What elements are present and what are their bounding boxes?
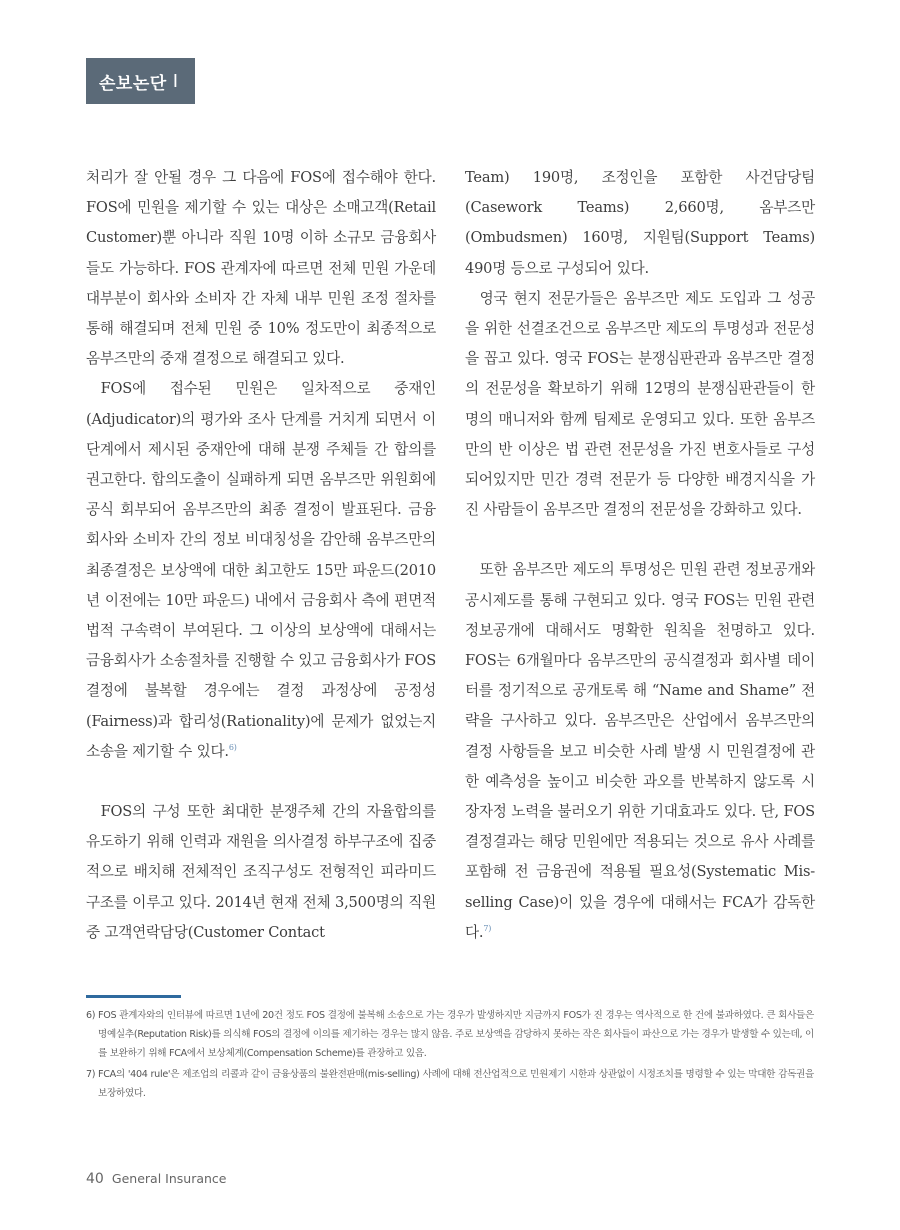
paragraph (86, 374, 436, 767)
footnote (86, 1065, 814, 1103)
page-footer (86, 1168, 227, 1187)
section-label: 손보논단 (99, 73, 167, 94)
footnote-text: FCA의 '404 rule'은 제조업의 리콜과 같이 금융상품의 불완전판매(mis-selling) 사례에 대해 전산업적으로 민원제기 시한과 상관없이 시정조치를 명령할 수 있는 막대한 감독권을 보장하였다. (98, 1069, 814, 1099)
footnote-number: 7) (86, 1069, 96, 1080)
footnote-text: FOS 관계자와의 인터뷰에 따르면 1년에 20건 정도 FOS 결정에 불복해 소송으로 가는 경우가 발생하지만 지금까지 FOS가 진 경우는 역사적으로 한 건에 불과하였다. 큰 회사들은 명예실추(Reputation Risk)를 의식해 FOS의 결정에 이의를 제기하는 경우는 많지 않음. 주로 보상액을 감당하지 못하는 작은 회사들이 파산으로 가는 경우가 발생할 수 있는데, 이를 보완하기 위해 FCA에서 보상체계(Compensation Scheme)를 관장하고 있음. (98, 1010, 814, 1059)
right-column (465, 163, 815, 948)
footnote-number: 6) (86, 1010, 96, 1021)
paragraph-text: FOS에 접수된 민원은 일차적으로 중재인(Adjudicator)의 평가와 조사 단계를 거치게 되면서 이 단계에서 제시된 중재안에 대해 분쟁 주체들 간 합의를 권고한다. 합의도출이 실패하게 되면 옴부즈만 위원회에 공식 회부되어 옴부즈만의 최종 결정이 발표된다. 금융회사와 소비자 간의 정보 비대칭성을 감안해 옴부즈만의 최종결정은 보상액에 대한 최고한도 15만 파운드(2010년 이전에는 10만 파운드) 내에서 금융회사 측에 편면적 법적 구속력이 부여된다. 그 이상의 보상액에 대해서는 금융회사가 소송절차를 진행할 수 있고 금융회사가 FOS 결정에 불복할 경우에는 결정 과정상에 공정성(Fairness)과 합리성(Rationality)에 문제가 없었는지 소송을 제기할 수 있다. (86, 380, 436, 760)
left-column (86, 163, 436, 948)
paragraph: Team) 190명, 조정인을 포함한 사건담당팀(Casework Teams) 2,660명, 옴부즈만(Ombudsmen) 160명, 지원팀(Support Teams) 490명 등으로 구성되어 있다. (465, 169, 815, 277)
footnote (86, 1006, 814, 1063)
section-tag (86, 58, 195, 104)
footnotes (86, 1006, 814, 1105)
footnote-divider (86, 995, 181, 998)
footnote-marker: 7) (483, 924, 492, 934)
publication-name: General Insurance (111, 1171, 227, 1186)
section-numeral: Ⅰ (172, 70, 179, 92)
paragraph: FOS의 구성 또한 최대한 분쟁주체 간의 자율합의를 유도하기 위해 인력과 재원을 의사결정 하부구조에 집중적으로 배치해 전체적인 조직구성도 전형적인 피라미드 구조를 이루고 있다. 2014년 현재 전체 3,500명의 직원 중 고객연락담당(Customer Contact (86, 803, 436, 941)
footnote-marker: 6) (228, 743, 237, 752)
paragraph: 처리가 잘 안될 경우 그 다음에 FOS에 접수해야 한다. FOS에 민원을 제기할 수 있는 대상은 소매고객(Retail Customer)뿐 아니라 직원 10명 이하 소규모 금융회사들도 가능하다. FOS 관계자에 따르면 전체 민원 가운데 대부분이 회사와 소비자 간 자체 내부 민원 조정 절차를 통해 해결되며 전체 민원 중 10% 정도만이 최종적으로 옴부즈만의 중재 결정으로 해결되고 있다. (86, 169, 436, 368)
paragraph-text: 또한 옴부즈만 제도의 투명성은 민원 관련 정보공개와 공시제도를 통해 구현되고 있다. 영국 FOS는 민원 관련 정보공개에 대해서도 명확한 원칙을 천명하고 있다. FOS는 6개월마다 옴부즈만의 공식결정과 회사별 데이터를 정기적으로 공개토록 해 “Name and Shame” 전략을 구사하고 있다. 옴부즈만은 산업에서 옴부즈만의 결정 사항들을 보고 비슷한 사례 발생 시 민원결정에 관한 예측성을 높이고 비슷한 과오를 반복하지 않도록 시장자정 노력을 불러오기 위한 기대효과도 있다. 단, FOS 결정결과는 해당 민원에만 적용되는 것으로 유사 사례를 포함해 전 금융권에 적용될 필요성(Systematic Mis-selling Case)이 있을 경우에 대해서는 FCA가 감독한다. (465, 561, 815, 941)
page-number: 40 (86, 1171, 104, 1187)
paragraph: 영국 현지 전문가들은 옴부즈만 제도 도입과 그 성공을 위한 선결조건으로 옴부즈만 제도의 투명성과 전문성을 꼽고 있다. 영국 FOS는 분쟁심판관과 옴부즈만 결정의 전문성을 확보하기 위해 12명의 분쟁심판관들이 한명의 매니저와 함께 팀제로 운영되고 있다. 또한 옴부즈만의 반 이상은 법 관련 전문성을 가진 변호사들로 구성되어있지만 민간 경력 전문가 등 다양한 배경지식을 가진 사람들이 옴부즈만 결정의 전문성을 강화하고 있다. (465, 289, 815, 519)
paragraph (465, 555, 815, 948)
